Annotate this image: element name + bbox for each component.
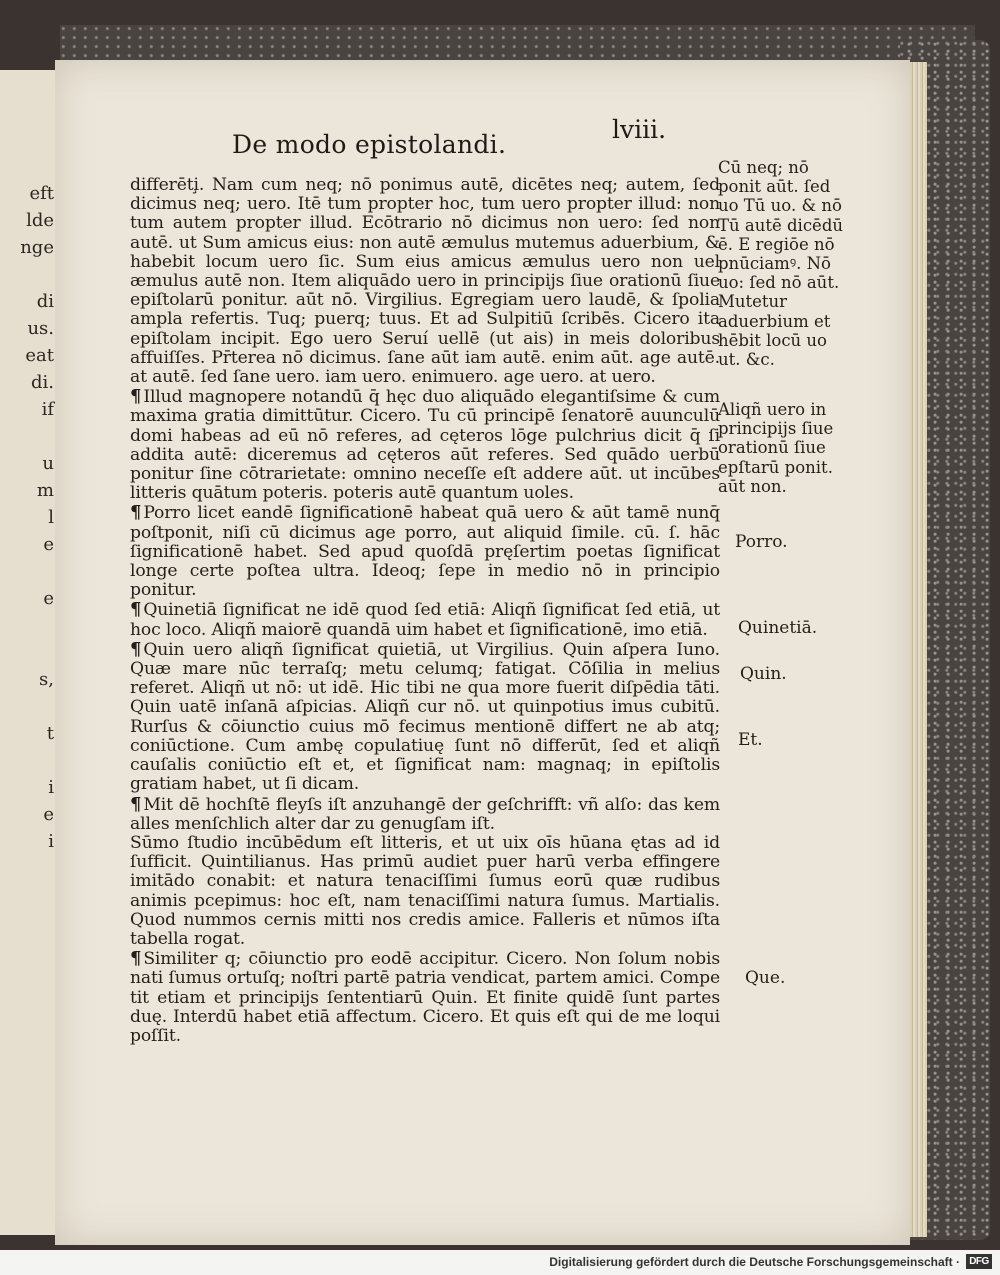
paragraph-mark-icon: ¶ [130,793,142,815]
paragraph-mark-icon: ¶ [130,638,142,660]
paragraph: ¶ Mit dē hochſtē fleyſs iſt anzuhangē der geſchrifft: vñ alſo: das kem alles menſchlich alter dar zu genugſam iſt. [130,793,720,834]
facing-page-fragment-line [4,558,54,585]
facing-page-fragment-line: t [46,723,54,744]
marginal-keyword: Et. [738,730,763,750]
facing-page-fragment-line: l [48,507,54,528]
marginal-keyword: Quin. [740,664,787,684]
marginal-keyword: Que. [745,968,786,988]
facing-page-fragment [0,70,61,1235]
marginal-keyword: Quinetiā. [738,618,818,638]
facing-page-fragment-line: di [36,291,54,312]
facing-page-fragment-line: eat [25,345,54,366]
paragraph: differēti̧. Nam cum neq; nō ponimus autē, dicētes neq; autem, ſed dicimus neq; uero. Itē tum propter hoc, tum uero propter illud: non tum autem propter illud. Ecōtrario nō dicimus non uero: ſed non autē. ut Sum amicus eius: non autē æmulus mutemus aduerbium, & habebit locum uero ſic. Sum eius amicus æmulus uero non uel æmulus autē non. Item aliquādo uero in principijs ſiue orationū ſiue epiſtolarū ponitur. aūt nō. Virgilius. Egregiam uero laudē, & ſpolia ampla refertis. Tuq; puerq; tuus. Et ad Sulpitiū ſcribēs. Cicero ita epiſtolam incipit. Ego uero Seruí uellē (ut ais) in meis doloribus affuiſſes. Pr̄terea nō dicimus. ſane aūt iam autē. enim aūt. age autē. at autē. ſed ſane uero. iam uero. enimuero. age uero. at uero. [130,175,720,388]
facing-page-fragment-line [4,612,54,639]
footer-bar [0,1250,1000,1275]
marginal-keyword: Porro. [735,532,788,552]
paragraph: Sūmo ſtudio incūbēdum eſt litteris, et ut uix oīs hūana ętas ad id ſufficit. Quintilianus. Has primū audiet puer harū verba effingere imitādo conabit: et natura tenaciſſimi ſumus eorū quæ rudibus animis pcepimus: hoc eſt, nam tenaciſſimi natura ſumus. Martialis. Quod nummos cernis mitti nos credis amice. Falleris et nūmos iſta tabella rogat. [130,832,720,949]
facing-page-fragment-line: if [41,399,54,420]
facing-page-fragment-line: di. [30,372,54,393]
paragraph: ¶ Illud magnopere notandū q̄ hęc duo aliquādo elegantiſsime & cum maxima gratia dimittūtur. Cicero. Tu cū principē ſenatorē auunculū domi habeas ad eū nō referes, ad cęteros lōge pulchrius dicit q̄ ſi addita autē: diceremus ad cęteros aūt referes. Sed quādo uerbū ponitur ſine cōtrarietate: omnino neceſſe eſt addere aūt. ut incūbes litteris quātum poteris. poteris autē quantum uoles. [130,386,720,504]
facing-page-fragment-line: u [42,453,54,474]
facing-page-fragment-line: s, [39,669,54,690]
paragraph-mark-icon: ¶ [130,386,142,408]
facing-page-fragment-line [4,693,54,720]
paragraph: ¶ Quin uero aliqñ ſignificat quietiā, ut Virgilius. Quin aſpera Iuno. Quæ mare nūc terraſq; metu celumq; fatigat. Cōſilia in melius referet. Aliqñ ut nō: ut idē. Hic tibi ne qua more fuerit diſpēdia tāti. Quin uatē inſanā aſpicias. Aliqñ cur nō. ut quinpotius imus cubitū. Rurſus & cōiunctio cuius mō fecimus mentionē differt ne ab atq; coniūctione. Cum ambę copulatiuę ſunt nō differūt, ſed et aliqñ cauſalis coniūctio eſt et, et ſignificat nam: magnaq; in epiſtolis gratiam habet, ut ſi dicam. [130,638,720,795]
facing-page-fragment-line: nge [20,237,54,258]
facing-page-fragment-line [4,261,54,288]
facing-page-fragment-line: m [36,480,54,501]
facing-page-fragment-line: lde [26,210,54,231]
facing-page-fragment-line: i [48,831,54,852]
facing-page-fragment-line: e [43,588,54,609]
paragraph: ¶ Porro licet eandē ſignificationē habeat quā uero & aūt tamē nunq̄ poſtponit, niſi cū dicimus age porro, aut aliquid ſimile. cū. ſ. hāc ſignificationē habet. Sed apud quoſdā pręſertim poetas ſignificat longe certe poſtea ultra. Ideoq; ſepe in medio nō in principio ponitur. [130,502,720,601]
paragraph-mark-icon: ¶ [130,948,142,970]
book-cover-top [60,25,975,65]
facing-page-text [4,180,54,855]
funding-credit: Digitalisierung gefördert durch die Deutsche Forschungsgemeinschaft · [549,1255,960,1269]
paragraph: ¶ Similiter q; cōiunctio pro eodē accipitur. Cicero. Non ſolum nobis nati ſumus ortuſq; noſtri partē patria vendicat, partem amici. Compe tit etiam et principijs ſententiarū Quin. Et finite quidē ſunt partes duę. Interdū habet etiā affectum. Cicero. Et quis eſt qui de me loqui poſſit. [130,948,720,1046]
paragraph-mark-icon: ¶ [130,599,142,621]
dfg-logo: DFG [966,1254,992,1269]
facing-page-fragment-line [4,423,54,450]
facing-page-fragment-line: e [43,804,54,825]
paragraph-mark-icon: ¶ [130,502,142,524]
marginal-note: Cū neq; nō ponit aūt. ſed uo Tū uo. & nō Tū autē dicēdū ē. E regiōe nō pnūciamꝰ. Nō uo: ſed nō aūt. Mutetur aduerbium et hēbit locū uo ut. &c. [718,158,844,370]
facing-page-fragment-line: i [48,777,54,798]
facing-page-fragment-line [4,639,54,666]
marginal-note: Aliqñ uero in principijs ſiue orationū ſiue epſtarū ponit. aūt non. [718,400,834,496]
facing-page-fragment-line: e [43,534,54,555]
facing-page-fragment-line [4,747,54,774]
main-text-block [130,176,720,1046]
facing-page-fragment-line: us. [27,318,54,339]
paragraph: ¶ Quinetiā ſignificat ne idē quod ſed etiā: Aliqñ ſignificat ſed etiā, ut hoc loco. Aliqñ maiorē quandā uim habet et ſignificationē, imo etiā. [130,599,720,640]
facing-page-fragment-line: eft [29,183,54,204]
running-head: De modo epistolandi. [232,130,507,159]
folio-number: lviii. [612,115,667,144]
